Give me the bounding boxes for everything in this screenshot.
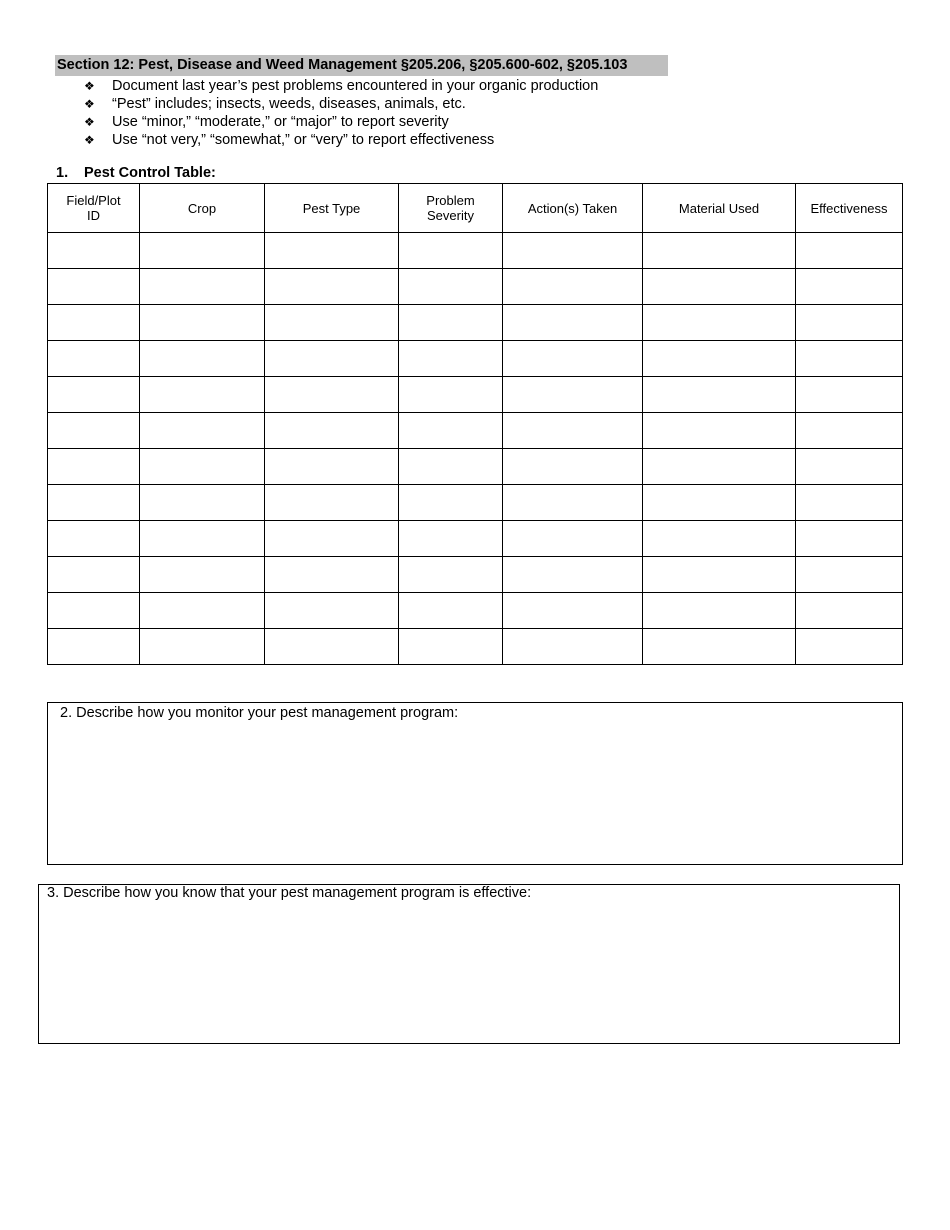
column-header-pest-type: Pest Type (265, 184, 399, 233)
table-cell[interactable] (140, 377, 265, 413)
table-cell[interactable] (265, 629, 399, 665)
table-cell[interactable] (796, 377, 903, 413)
table-cell[interactable] (265, 233, 399, 269)
table-cell[interactable] (265, 449, 399, 485)
instruction-text: Use “minor,” “moderate,” or “major” to report severity (112, 114, 449, 130)
table-cell[interactable] (265, 269, 399, 305)
table-cell[interactable] (48, 341, 140, 377)
column-header-material-used: Material Used (643, 184, 796, 233)
pest-control-table (47, 183, 903, 665)
column-header-actions-taken: Action(s) Taken (503, 184, 643, 233)
table-row (48, 305, 903, 341)
table-cell[interactable] (399, 557, 503, 593)
table-cell[interactable] (643, 413, 796, 449)
question-label: 3. Describe how you know that your pest management program is effective: (47, 885, 532, 901)
table-cell[interactable] (48, 305, 140, 341)
table-cell[interactable] (503, 233, 643, 269)
table-cell[interactable] (399, 485, 503, 521)
table-cell[interactable] (140, 413, 265, 449)
table-cell[interactable] (48, 377, 140, 413)
table-row (48, 593, 903, 629)
column-header-effectiveness: Effectiveness (796, 184, 903, 233)
table-cell[interactable] (399, 413, 503, 449)
table-cell[interactable] (643, 377, 796, 413)
table-cell[interactable] (796, 557, 903, 593)
table-heading (56, 165, 216, 182)
table-cell[interactable] (140, 593, 265, 629)
table-cell[interactable] (48, 269, 140, 305)
table-cell[interactable] (265, 413, 399, 449)
table-row (48, 269, 903, 305)
table-cell[interactable] (503, 341, 643, 377)
table-cell[interactable] (643, 341, 796, 377)
table-row (48, 413, 903, 449)
table-cell[interactable] (643, 557, 796, 593)
table-cell[interactable] (503, 413, 643, 449)
table-cell[interactable] (796, 629, 903, 665)
section-title: Section 12: Pest, Disease and Weed Management §205.206, §205.600-602, §205.103 (55, 55, 668, 76)
table-cell[interactable] (643, 269, 796, 305)
table-cell[interactable] (48, 449, 140, 485)
table-cell[interactable] (265, 341, 399, 377)
table-title: Pest Control Table: (84, 165, 216, 181)
table-cell[interactable] (399, 233, 503, 269)
table-cell[interactable] (140, 449, 265, 485)
table-row (48, 521, 903, 557)
diamond-bullet-icon: ❖ (84, 79, 95, 93)
table-cell[interactable] (140, 233, 265, 269)
table-cell[interactable] (140, 269, 265, 305)
table-cell[interactable] (503, 629, 643, 665)
table-cell[interactable] (399, 449, 503, 485)
table-cell[interactable] (140, 629, 265, 665)
table-cell[interactable] (265, 521, 399, 557)
table-cell[interactable] (265, 485, 399, 521)
table-cell[interactable] (503, 593, 643, 629)
effectiveness-description-box[interactable] (38, 884, 900, 1044)
table-cell[interactable] (399, 341, 503, 377)
table-cell[interactable] (399, 593, 503, 629)
instruction-text: “Pest” includes; insects, weeds, diseases, animals, etc. (112, 96, 466, 112)
table-cell[interactable] (643, 305, 796, 341)
table-cell[interactable] (503, 521, 643, 557)
list-item (84, 77, 598, 95)
table-cell[interactable] (399, 377, 503, 413)
table-cell[interactable] (48, 521, 140, 557)
table-row (48, 377, 903, 413)
table-cell[interactable] (48, 485, 140, 521)
table-cell[interactable] (796, 269, 903, 305)
table-cell[interactable] (140, 341, 265, 377)
table-row (48, 449, 903, 485)
diamond-bullet-icon: ❖ (84, 115, 95, 129)
question-label: 2. Describe how you monitor your pest management program: (60, 705, 459, 721)
instruction-text: Use “not very,” “somewhat,” or “very” to report effectiveness (112, 132, 495, 148)
table-cell[interactable] (503, 377, 643, 413)
table-cell[interactable] (399, 521, 503, 557)
table-row (48, 557, 903, 593)
table-cell[interactable] (796, 521, 903, 557)
table-cell[interactable] (796, 341, 903, 377)
table-cell[interactable] (48, 557, 140, 593)
table-cell[interactable] (796, 485, 903, 521)
table-number: 1. (56, 165, 69, 181)
instruction-list (84, 77, 598, 149)
list-item (84, 131, 598, 149)
table-cell[interactable] (643, 485, 796, 521)
table-cell[interactable] (503, 269, 643, 305)
table-header-row (48, 184, 903, 233)
table-row (48, 629, 903, 665)
table-cell[interactable] (503, 305, 643, 341)
table-cell[interactable] (643, 449, 796, 485)
diamond-bullet-icon: ❖ (84, 133, 95, 147)
table-cell[interactable] (796, 305, 903, 341)
table-cell[interactable] (796, 449, 903, 485)
table-cell[interactable] (48, 233, 140, 269)
table-row (48, 485, 903, 521)
table-cell[interactable] (140, 485, 265, 521)
table-row (48, 233, 903, 269)
table-cell[interactable] (796, 233, 903, 269)
table-cell[interactable] (643, 629, 796, 665)
table-cell[interactable] (399, 629, 503, 665)
table-cell[interactable] (140, 557, 265, 593)
table-row (48, 341, 903, 377)
table-cell[interactable] (796, 593, 903, 629)
instruction-text: Document last year’s pest problems encountered in your organic production (112, 78, 599, 94)
column-header-field-plot-id: Field/Plot ID (48, 184, 140, 233)
table-cell[interactable] (643, 521, 796, 557)
table-cell[interactable] (503, 449, 643, 485)
list-item (84, 113, 598, 131)
table-cell[interactable] (265, 593, 399, 629)
table-cell[interactable] (140, 521, 265, 557)
table-cell[interactable] (48, 413, 140, 449)
table-cell[interactable] (503, 485, 643, 521)
column-header-crop: Crop (140, 184, 265, 233)
monitor-description-box[interactable] (47, 702, 903, 865)
table-cell[interactable] (140, 305, 265, 341)
column-header-problem-severity: Problem Severity (399, 184, 503, 233)
list-item (84, 95, 598, 113)
diamond-bullet-icon: ❖ (84, 97, 95, 111)
table-cell[interactable] (265, 305, 399, 341)
table-cell[interactable] (265, 557, 399, 593)
table-cell[interactable] (643, 593, 796, 629)
table-cell[interactable] (399, 269, 503, 305)
table-cell[interactable] (643, 233, 796, 269)
table-cell[interactable] (796, 413, 903, 449)
table-cell[interactable] (399, 305, 503, 341)
table-cell[interactable] (48, 593, 140, 629)
table-cell[interactable] (265, 377, 399, 413)
table-cell[interactable] (503, 557, 643, 593)
table-cell[interactable] (48, 629, 140, 665)
